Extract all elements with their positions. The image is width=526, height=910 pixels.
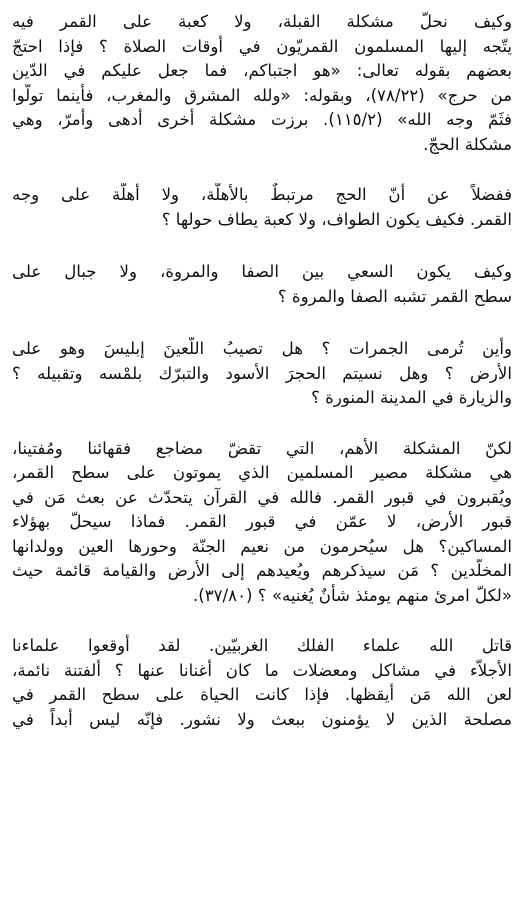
text-line: «لكلّ امرئ منهم يومئذ شأنٌ يُغنيه» ؟ (٣٧/٨٠). bbox=[192, 585, 512, 605]
text-line: مشكلة الحجّ. bbox=[423, 134, 512, 154]
text-line: الأرض ؟ وهل نسيتم الحجرَ الأسود والتبرّك بلمْسه وتقبيله ؟ bbox=[12, 363, 512, 383]
text-line: لعن الله مَن أيقظها. فإذا كانت الحياة على سطح القمر في bbox=[12, 685, 512, 704]
text-line: فثَمّ وجه الله» (١١٥/٢). برزت مشكلة أخرى أدهى وأمرّ، وهي bbox=[12, 110, 512, 129]
text-line: يتّجه إليها المسلمون القمريّون في أوقات الصلاة ؟ فإذا احتجّ bbox=[12, 36, 512, 56]
text-line: مصلحة الذين لا يؤمنون ببعث ولا نشور. فإنّه ليس أبداً في bbox=[12, 709, 512, 729]
text-line: الأجلاّء في مشاكل ومعضلات ما كان أغنانا عنها ؟ ألفتنة نائمة، bbox=[12, 660, 512, 680]
text-line: وكيف نحلّ مشكلة القبلة، ولا كعبة على القمر فيه bbox=[12, 12, 512, 31]
text-line: سطح القمر تشبه الصفا والمروة ؟ bbox=[277, 286, 512, 306]
paragraph-astronomers bbox=[12, 634, 512, 732]
paragraph-hajj bbox=[12, 183, 512, 232]
text-line: المساكين؟ هل سيُحرمون من نعيم الجنّة وحورها العين وولدانها bbox=[12, 536, 512, 556]
text-line: بعضهم بقوله تعالى: «هو اجتباكم، فما جعل عليكم في الدّين bbox=[12, 61, 512, 80]
text-line: هي مشكلة مصير المسلمين الذي يموتون على سطح القمر، bbox=[12, 463, 512, 482]
text-line: قاتل الله علماء الفلك الغربيّين. لقد أوقعوا علماءنا bbox=[12, 636, 512, 655]
paragraph-qibla bbox=[12, 10, 512, 157]
text-line: والزيارة في المدينة المنورة ؟ bbox=[311, 388, 512, 407]
text-line: وأين تُرمى الجمرات ؟ هل تصيبُ اللّعينَ إبليسَ وهو على bbox=[12, 339, 512, 358]
text-line: قبور الأرض، لا عمّن في قبور القمر. فماذا سيحلّ بهؤلاء bbox=[12, 512, 512, 531]
text-line: وكيف يكون السعي بين الصفا والمروة، ولا جبال على bbox=[12, 262, 512, 281]
text-line: ففضلاً عن أنّ الحج مرتبطٌ بالأهلّة، ولا أهلّة على وجه bbox=[12, 185, 512, 204]
paragraph-burial bbox=[12, 437, 512, 609]
text-line: لكنّ المشكلة الأهم، التي تقضّ مضاجع فقهائنا ومُفتينا، bbox=[12, 438, 512, 458]
text-line: القمر. فكيف يكون الطواف، ولا كعبة يطاف حولها ؟ bbox=[161, 209, 512, 229]
paragraph-sai bbox=[12, 260, 512, 309]
text-line: المخلّدين ؟ مَن سيذكرهم ويُعيدهم إلى الأرض والقيامة قائمة حيث bbox=[12, 561, 512, 580]
paragraph-jamarat bbox=[12, 337, 512, 411]
text-line: ويُقبرون في قبور القمر. فالله في القرآن يتحدّث عن بعث مَن في bbox=[12, 487, 512, 507]
text-line: من حرج» (٧٨/٢٢)، وبقوله: «ولله المشرق والمغرب، فأينما تولّوا bbox=[12, 85, 512, 105]
